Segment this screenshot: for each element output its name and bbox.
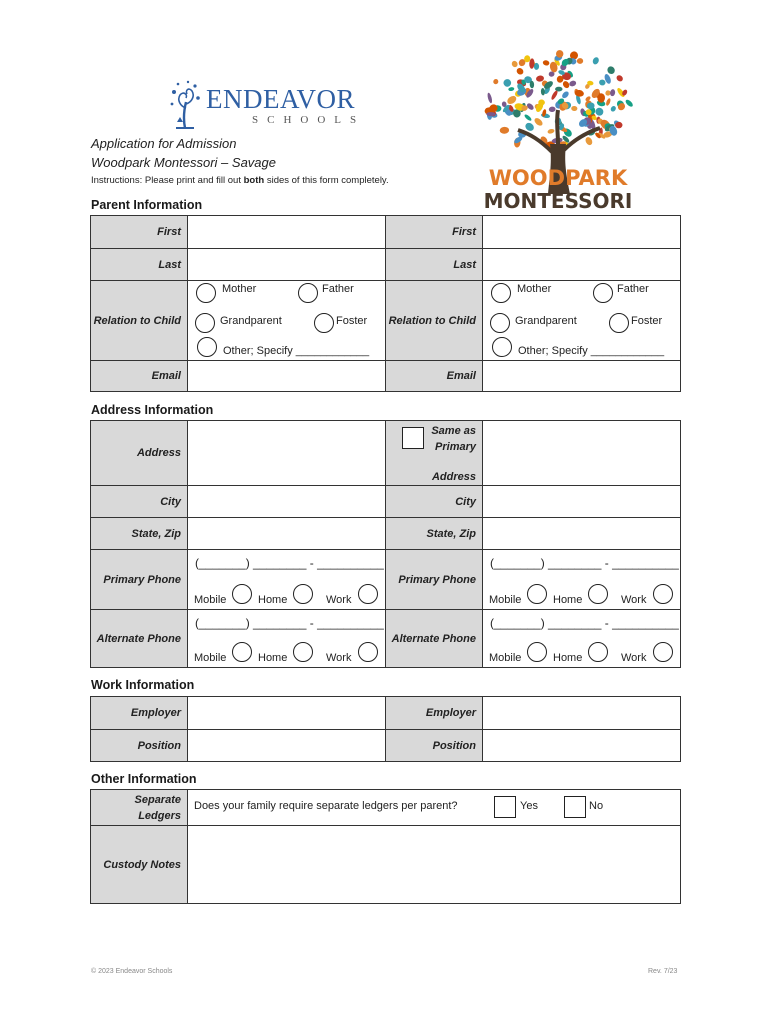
parent1-position-label: Position [91, 730, 188, 762]
parent1-primary-home-radio[interactable] [293, 584, 313, 604]
parent1-alternate-home-label: Home [258, 652, 288, 664]
endeavor-wordmark: ENDEAVOR [206, 84, 356, 114]
parent2-state-zip-label: State, Zip [386, 518, 483, 550]
custody-notes-label: Custody Notes [91, 826, 188, 904]
parent2-last-field[interactable] [483, 249, 681, 281]
parent1-alternate-mobile-radio[interactable] [232, 642, 252, 662]
parent1-alternate-work-label: Work [326, 652, 352, 664]
parent1-alternate-work-radio[interactable] [358, 642, 378, 662]
parent2-primary-mobile-radio[interactable] [527, 584, 547, 604]
other-info-table [90, 789, 681, 904]
endeavor-tree-icon [168, 78, 202, 130]
parent2-state-zip-field[interactable] [483, 518, 681, 550]
parent2-alternate-home-label: Home [553, 652, 583, 664]
parent2-primary-home-label: Home [553, 594, 583, 606]
ledger-no-label: No [589, 800, 604, 812]
parent1-alternate-phone-template: (_______) ________ - __________ [195, 616, 384, 630]
leaf-mark [599, 79, 606, 86]
parent2-position-field[interactable] [483, 730, 681, 762]
leaf-mark [577, 58, 584, 64]
parent1-address-label: Address [91, 421, 188, 486]
leaf-mark [592, 56, 600, 65]
leaf-mark [493, 78, 499, 85]
leaf-mark [515, 67, 524, 76]
address-info-table [90, 420, 681, 668]
leaf-mark [568, 80, 576, 87]
parent1-primary-home-label: Home [258, 594, 288, 606]
parent1-position-field[interactable] [188, 730, 386, 762]
woodpark-montessori-logo [478, 44, 638, 216]
same-as-primary-label: Same as Primary [431, 425, 476, 453]
parent2-grandparent-label: Grandparent [515, 315, 577, 327]
parent2-position-label: Position [386, 730, 483, 762]
parent1-alternate-home-radio[interactable] [293, 642, 313, 662]
parent1-relation-label: Relation to Child [91, 281, 188, 361]
same-as-primary-checkbox[interactable] [402, 427, 424, 449]
separate-ledgers-label: Separate Ledgers [91, 790, 188, 826]
parent1-father-radio[interactable] [298, 283, 318, 303]
leaf-mark [502, 78, 512, 88]
parent1-employer-label: Employer [91, 697, 188, 730]
parent2-primary-home-radio[interactable] [588, 584, 608, 604]
parent2-address-label: Address [431, 471, 476, 483]
leaf-mark [499, 127, 509, 134]
application-title: Application for Admission [91, 136, 237, 151]
parent2-mother-radio[interactable] [491, 283, 511, 303]
parent2-primary-work-radio[interactable] [653, 584, 673, 604]
copyright-footer: © 2023 Endeavor Schools [91, 968, 173, 975]
parent2-other-label: Other; Specify ____________ [518, 345, 665, 357]
parent1-other-label: Other; Specify ____________ [223, 345, 370, 357]
leaf-mark [594, 106, 605, 117]
parent1-state-zip-field[interactable] [188, 518, 386, 550]
parent1-alternate-mobile-label: Mobile [194, 652, 227, 664]
parent2-alternate-phone-template: (_______) ________ - __________ [490, 616, 679, 630]
parent1-first-field[interactable] [188, 216, 386, 249]
separate-ledgers-field [188, 790, 681, 826]
work-info-table [90, 696, 681, 762]
parent2-address-field[interactable] [483, 421, 681, 486]
parent2-email-label: Email [386, 361, 483, 392]
ledger-yes-checkbox[interactable] [494, 796, 516, 818]
parent2-primary-phone-template: (_______) ________ - __________ [490, 556, 679, 570]
parent2-alternate-mobile-radio[interactable] [527, 642, 547, 662]
leaf-mark [548, 106, 555, 112]
parent2-foster-radio[interactable] [609, 313, 629, 333]
parent1-employer-field[interactable] [188, 697, 386, 730]
woodpark-wordmark: WOODPARK [488, 166, 628, 190]
endeavor-logo [160, 78, 380, 130]
leaf-mark [487, 92, 493, 103]
parent1-primary-mobile-radio[interactable] [232, 584, 252, 604]
leaf-mark [584, 136, 593, 146]
parent1-address-field[interactable] [188, 421, 386, 486]
parent2-alternate-work-radio[interactable] [653, 642, 673, 662]
parent2-primary-mobile-label: Mobile [489, 594, 522, 606]
leaf-mark [615, 74, 624, 83]
leaf-mark [547, 128, 555, 134]
parent1-primary-mobile-label: Mobile [194, 594, 227, 606]
parent2-relation-label: Relation to Child [386, 281, 483, 361]
leaf-mark [606, 65, 616, 76]
parent1-primary-phone-template: (_______) ________ - __________ [195, 556, 384, 570]
parent2-city-field[interactable] [483, 486, 681, 518]
ledger-question: Does your family require separate ledgers per parent? [194, 800, 458, 812]
parent2-relation-options [483, 281, 681, 361]
parent1-email-field[interactable] [188, 361, 386, 392]
leaf-mark [561, 90, 570, 99]
parent1-city-label: City [91, 486, 188, 518]
leaf-mark [486, 112, 495, 116]
parent1-primary-phone-label: Primary Phone [91, 550, 188, 610]
parent2-mother-label: Mother [517, 283, 552, 295]
leaf-mark [542, 60, 550, 67]
parent1-foster-label: Foster [336, 315, 368, 327]
parent2-employer-label: Employer [386, 697, 483, 730]
endeavor-subtitle: SCHOOLS [252, 114, 366, 126]
parent-info-heading: Parent Information [91, 198, 203, 212]
parent2-city-label: City [386, 486, 483, 518]
parent1-grandparent-radio[interactable] [195, 313, 215, 333]
parent2-first-field[interactable] [483, 216, 681, 249]
parent2-father-radio[interactable] [593, 283, 613, 303]
parent2-primary-phone-label: Primary Phone [386, 550, 483, 610]
instructions: Instructions: Please print and fill out both sides of this form completely. [91, 175, 389, 186]
parent1-email-label: Email [91, 361, 188, 392]
parent1-mother-label: Mother [222, 283, 257, 295]
parent1-foster-radio[interactable] [314, 313, 334, 333]
custody-notes-field[interactable] [188, 826, 681, 904]
parent1-first-label: First [91, 216, 188, 249]
leaf-mark [562, 80, 571, 89]
parent2-first-label: First [386, 216, 483, 249]
parent1-primary-work-label: Work [326, 594, 352, 606]
parent1-alternate-phone-label: Alternate Phone [91, 610, 188, 668]
parent2-other-radio[interactable] [492, 337, 512, 357]
other-info-heading: Other Information [91, 772, 197, 786]
parent1-mother-radio[interactable] [196, 283, 216, 303]
parent2-foster-label: Foster [631, 315, 663, 327]
parent2-alternate-work-label: Work [621, 652, 647, 664]
leaf-mark [533, 117, 544, 128]
leaf-mark [511, 60, 519, 68]
parent1-father-label: Father [322, 283, 354, 295]
parent1-grandparent-label: Grandparent [220, 315, 282, 327]
parent2-primary-phone-field[interactable] [483, 550, 681, 610]
parent1-last-label: Last [91, 249, 188, 281]
parent1-city-field[interactable] [188, 486, 386, 518]
parent2-employer-field[interactable] [483, 697, 681, 730]
parent1-last-field[interactable] [188, 249, 386, 281]
leaf-mark [610, 105, 617, 112]
parent2-address-label-cell [386, 421, 483, 486]
parent2-alternate-phone-field[interactable] [483, 610, 681, 668]
parent2-email-field[interactable] [483, 361, 681, 392]
parent2-last-label: Last [386, 249, 483, 281]
leaf-mark [541, 88, 546, 96]
montessori-wordmark: MONTESSORI [483, 189, 633, 213]
revision-footer: Rev. 7/23 [648, 968, 678, 975]
parent1-relation-options [188, 281, 386, 361]
address-info-heading: Address Information [91, 403, 214, 417]
ledger-yes-label: Yes [520, 800, 538, 812]
parent2-alternate-home-radio[interactable] [588, 642, 608, 662]
leaf-mark [524, 113, 533, 121]
leaf-mark [571, 106, 578, 112]
parent1-state-zip-label: State, Zip [91, 518, 188, 550]
ledger-no-checkbox[interactable] [564, 796, 586, 818]
parent2-alternate-mobile-label: Mobile [489, 652, 522, 664]
leaf-mark [605, 98, 611, 107]
parent2-grandparent-radio[interactable] [490, 313, 510, 333]
work-info-heading: Work Information [91, 678, 195, 692]
parent2-primary-work-label: Work [621, 594, 647, 606]
leaf-mark [550, 90, 558, 101]
parent1-alternate-phone-field[interactable] [188, 610, 386, 668]
leaf-mark [610, 89, 616, 97]
parent2-alternate-phone-label: Alternate Phone [386, 610, 483, 668]
parent-info-table [90, 215, 681, 392]
leaf-mark [508, 87, 515, 92]
parent1-other-radio[interactable] [197, 337, 217, 357]
leaf-mark [624, 99, 634, 108]
parent1-primary-phone-field[interactable] [188, 550, 386, 610]
parent2-father-label: Father [617, 283, 649, 295]
parent1-primary-work-radio[interactable] [358, 584, 378, 604]
application-subtitle: Woodpark Montessori – Savage [91, 155, 276, 170]
